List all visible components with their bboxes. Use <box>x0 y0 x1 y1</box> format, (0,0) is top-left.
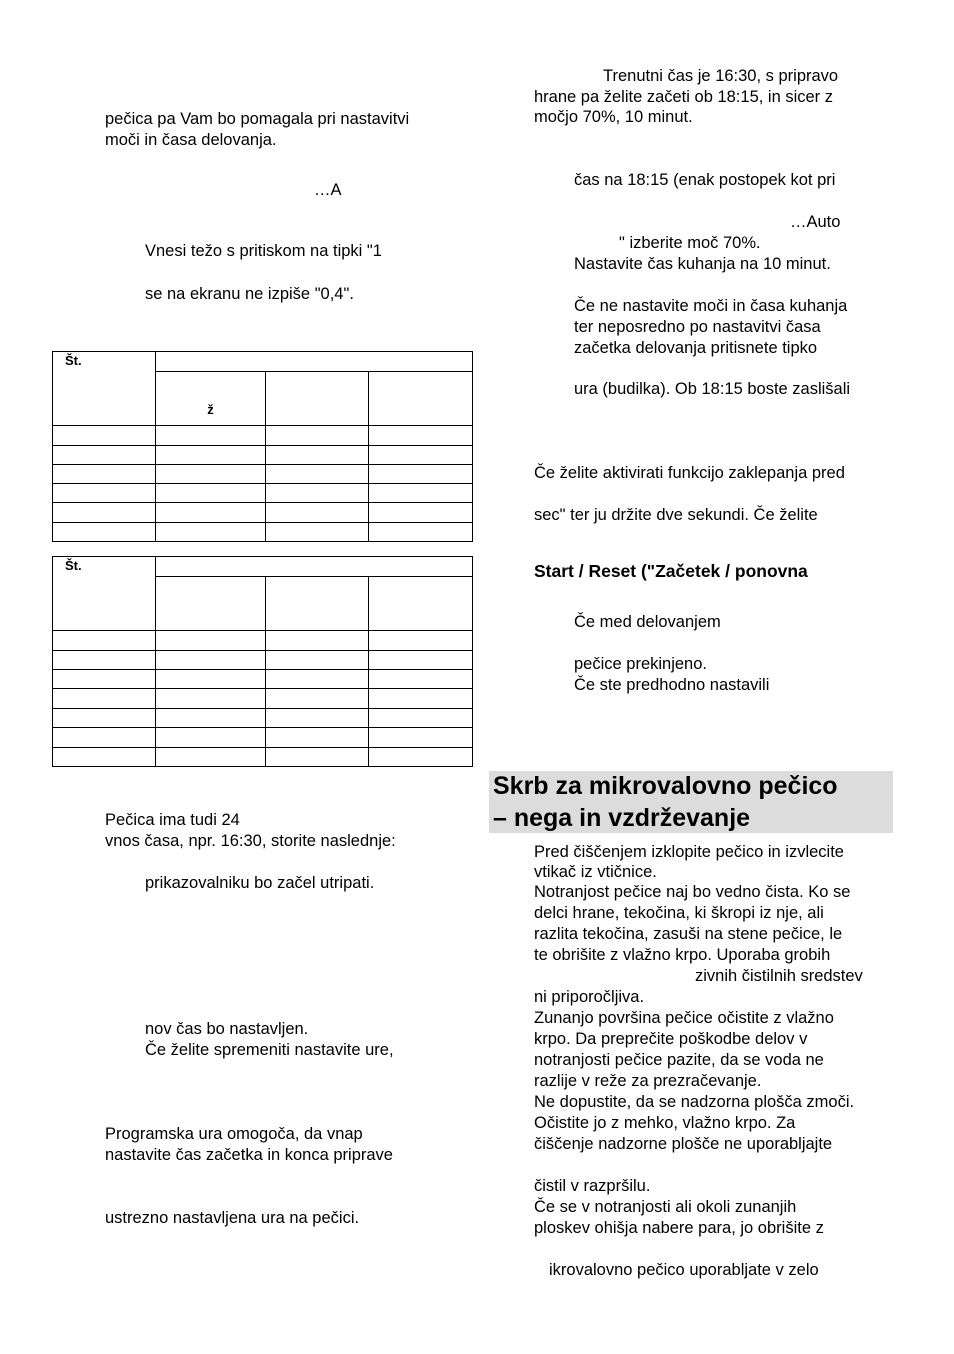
table-row <box>53 446 473 465</box>
table-1-sub-label: ž <box>207 402 214 417</box>
table-2-header-cell <box>53 557 156 631</box>
care-line-18: ploskev ohišja nabere para, jo obrišite z <box>534 1219 824 1237</box>
right-para-1-line-2: hrane pa želite začeti ob 18:15, in sicer z <box>534 88 834 106</box>
care-line-13: Ne dopustite, da se nadzorna plošča zmoči. <box>534 1093 855 1111</box>
left-para-4-line-2: vnos časa, npr. 16:30, storite naslednje: <box>105 832 396 850</box>
table-row <box>53 523 473 542</box>
start-reset-subheading: Start / Reset ("Začetek / ponovna <box>534 561 808 581</box>
care-line-1: Pred čiščenjem izklopite pečico in izvlecite <box>534 843 844 861</box>
care-line-3: Notranjost pečice naj bo vedno čista. Ko se <box>534 883 851 901</box>
table-row <box>53 709 473 728</box>
left-para-1-line-1: pečica pa Vam bo pomagala pri nastavitvi <box>105 110 410 128</box>
care-line-7: zivnih čistilnih sredstev <box>695 967 863 985</box>
left-a-fragment: …A <box>314 181 342 199</box>
right-para-11: Če med delovanjem <box>574 613 721 631</box>
table-row <box>53 465 473 484</box>
table-row <box>53 426 473 446</box>
left-para-5: prikazovalniku bo začel utripati. <box>145 874 375 892</box>
table-row <box>53 689 473 709</box>
left-para-6-line-1: nov čas bo nastavljen. <box>145 1020 309 1038</box>
care-line-10: krpo. Da preprečite poškodbe delov v <box>534 1030 808 1048</box>
right-lock-para-2: sec" ter ju držite dve sekundi. Če želite <box>534 506 818 524</box>
left-para-7-line-2: nastavite čas začetka in konca priprave <box>105 1146 393 1164</box>
care-line-16: čistil v razpršilu. <box>534 1177 651 1195</box>
right-para-12-line-2: Če ste predhodno nastavili <box>574 676 770 694</box>
right-para-6-line-2: ter neposredno po nastavitvi časa <box>574 318 821 336</box>
table-1-subheader-2 <box>266 372 369 426</box>
table-2-subheader-2 <box>266 577 369 631</box>
table-1-group-header <box>156 352 473 372</box>
right-power-select: " izberite moč 70%. <box>619 234 761 252</box>
care-line-4: delci hrane, tekočina, ki škropi iz nje, ali <box>534 904 824 922</box>
table-1-header-cell <box>53 352 156 426</box>
right-para-7: ura (budilka). Ob 18:15 boste zaslišali <box>574 380 851 398</box>
table-row <box>53 651 473 670</box>
right-lock-para: Če želite aktivirati funkcijo zaklepanja pred <box>534 464 845 482</box>
table-2-subheader-3 <box>369 577 473 631</box>
table-2-group-header <box>156 557 473 577</box>
right-auto-fragment: …Auto <box>790 213 841 231</box>
table-1-subheader-1 <box>156 372 266 426</box>
right-cook-time: Nastavite čas kuhanja na 10 minut. <box>574 255 831 273</box>
table-row <box>53 670 473 689</box>
table-2-subheader-1 <box>156 577 266 631</box>
right-para-12-line-1: pečice prekinjeno. <box>574 655 707 673</box>
care-line-17: Če se v notranjosti ali okoli zunanjih <box>534 1198 797 1216</box>
left-para-7-line-1: Programska ura omogoča, da vnap <box>105 1125 363 1143</box>
weight-table-1 <box>52 351 473 542</box>
care-line-6: te obrišite z vlažno krpo. Uporaba grobih <box>534 946 831 964</box>
table-row <box>53 503 473 523</box>
left-para-1-line-2: moči in časa delovanja. <box>105 131 277 149</box>
care-line-8: ni priporočljiva. <box>534 988 645 1006</box>
care-line-9: Zunanjo površina pečice očistite z vlažno <box>534 1009 834 1027</box>
right-para-6-line-1: Če ne nastavite moči in časa kuhanja <box>574 297 848 315</box>
table-1-subheader-3 <box>369 372 473 426</box>
weight-table-2 <box>52 556 473 767</box>
table-row <box>53 631 473 651</box>
right-para-1-line-1: Trenutni čas je 16:30, s pripravo <box>603 67 839 85</box>
table-row <box>53 728 473 748</box>
section-heading-line-2: – nega in vzdrževanje <box>493 804 751 832</box>
right-para-6-line-3: začetka delovanja pritisnete tipko <box>574 339 818 357</box>
care-line-11: notranjosti pečice pazite, da se voda ne <box>534 1051 824 1069</box>
left-para-3: se na ekranu ne izpiše "0,4". <box>145 285 354 303</box>
left-para-6-line-2: Če želite spremeniti nastavite ure, <box>145 1041 394 1059</box>
care-line-15: čiščenje nadzorne plošče ne uporabljajte <box>534 1135 833 1153</box>
table-1-header-label: Št. <box>65 353 82 368</box>
table-row <box>53 748 473 767</box>
care-line-5: razlita tekočina, zasuši na stene pečice, le <box>534 925 843 943</box>
care-line-12: razlije v reže za prezračevanje. <box>534 1072 762 1090</box>
left-para-8: ustrezno nastavljena ura na pečici. <box>105 1209 360 1227</box>
right-para-2: čas na 18:15 (enak postopek kot pri <box>574 171 836 189</box>
table-2-header-label: Št. <box>65 558 82 573</box>
section-heading-line-1: Skrb za mikrovalovno pečico <box>493 772 838 800</box>
right-para-1-line-3: močjo 70%, 10 minut. <box>534 108 693 126</box>
table-row <box>53 484 473 503</box>
care-line-19: ikrovalovno pečico uporabljate v zelo <box>549 1261 819 1279</box>
care-line-2: vtikač iz vtičnice. <box>534 863 657 881</box>
left-para-4-line-1: Pečica ima tudi 24 <box>105 811 240 829</box>
left-para-2: Vnesi težo s pritiskom na tipki "1 <box>145 242 382 260</box>
care-line-14: Očistite jo z mehko, vlažno krpo. Za <box>534 1114 796 1132</box>
